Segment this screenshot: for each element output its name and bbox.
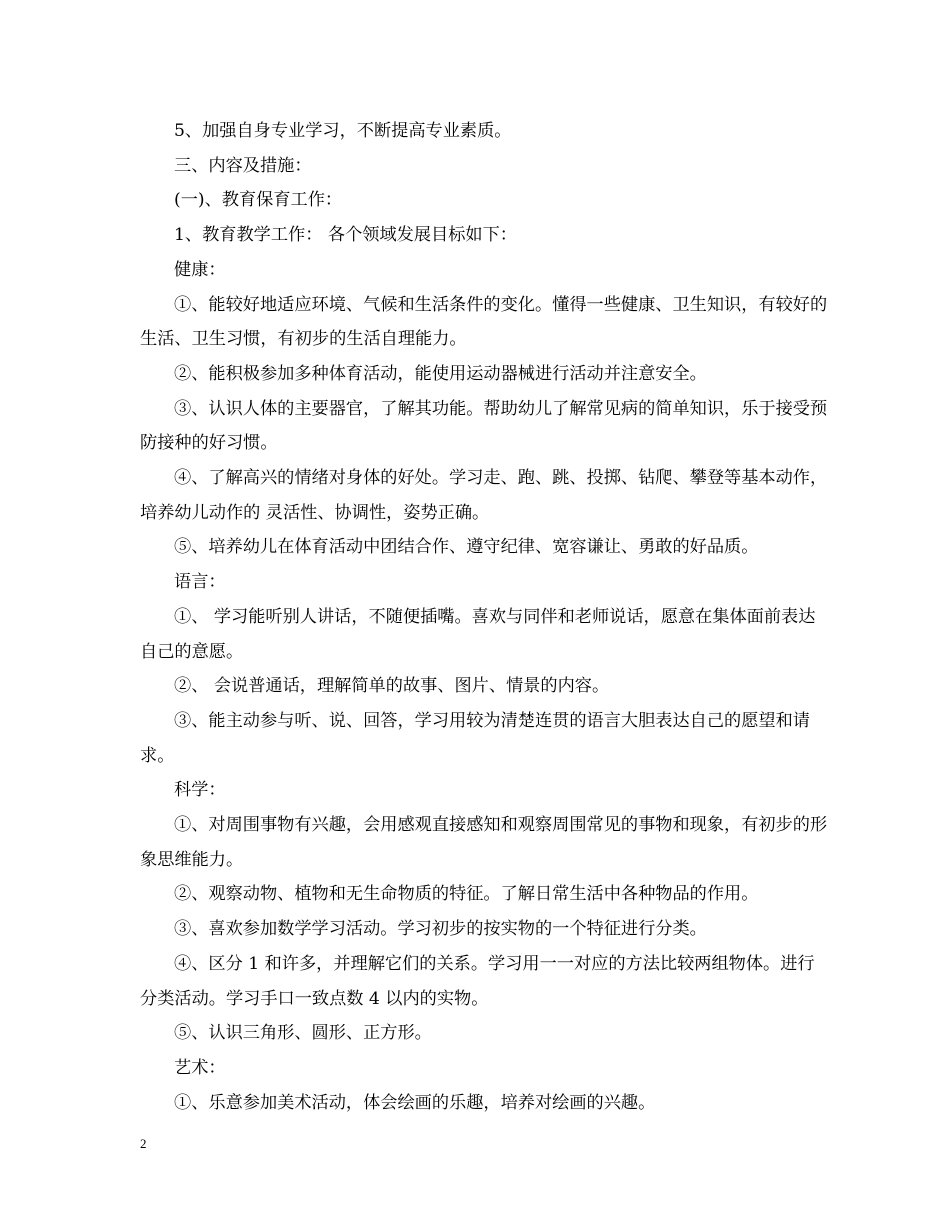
paragraph: ①、能较好地适应环境、气候和生活条件的变化。懂得一些健康、卫生知识，有较好的生活、卫生习惯，有初步的生活自理能力。 <box>140 294 828 350</box>
paragraph: 1、教育教学工作： 各个领域发展目标如下： <box>174 225 517 246</box>
paragraph: ①、乐意参加美术活动，体会绘画的乐趣，培养对绘画的兴趣。 <box>174 1092 656 1113</box>
paragraph: ②、能积极参加多种体育活动，能使用运动器械进行活动并注意安全。 <box>174 363 707 384</box>
paragraph: ⑤、认识三角形、圆形、正方形。 <box>174 1023 432 1044</box>
paragraph: ①、对周围事物有兴趣，会用感观直接感知和观察周围常见的事物和现象，有初步的形象思维能力。 <box>140 815 828 870</box>
subsection-heading: (一)、教育保育工作： <box>174 190 343 211</box>
domain-heading-language: 语言： <box>174 572 226 593</box>
paragraph: ②、 会说普通话，理解简单的故事、图片、情景的内容。 <box>174 676 610 697</box>
paragraph: ④、了解高兴的情绪对身体的好处。学习走、跑、跳、投掷、钻爬、攀登等基本动作，培养幼儿动作的 灵活性、协调性，姿势正确。 <box>140 468 828 523</box>
paragraph: ③、喜欢参加数学学习活动。学习初步的按实物的一个特征进行分类。 <box>174 919 707 940</box>
section-heading: 三、内容及措施： <box>174 155 312 176</box>
domain-heading-art: 艺术： <box>174 1057 226 1078</box>
paragraph: ③、认识人体的主要器官，了解其功能。帮助幼儿了解常见病的简单知识，乐于接受预防接种的好习惯。 <box>140 398 828 454</box>
document-body <box>140 114 830 1120</box>
domain-heading-science: 科学： <box>174 780 226 801</box>
paragraph: ①、 学习能听别人讲话，不随便插嘴。喜欢与同伴和老师说话，愿意在集体面前表达自己的意愿。 <box>140 606 816 662</box>
paragraph: ④、区分 1 和许多，并理解它们的关系。学习用一一对应的方法比较两组物体。进行分类活动。学习手口一致点数 4 以内的实物。 <box>140 953 815 1009</box>
paragraph: ⑤、培养幼儿在体育活动中团结合作、遵守纪律、宽容谦让、勇敢的好品质。 <box>174 537 759 558</box>
paragraph: 5、加强自身专业学习，不断提高专业素质。 <box>174 121 512 141</box>
domain-heading-health: 健康： <box>174 259 226 280</box>
paragraph: ③、能主动参与听、说、回答，学习用较为清楚连贯的语言大胆表达自己的愿望和请求。 <box>140 710 810 766</box>
page-number: 2 <box>140 1136 147 1151</box>
paragraph: ②、观察动物、植物和无生命物质的特征。了解日常生活中各种物品的作用。 <box>174 884 759 905</box>
